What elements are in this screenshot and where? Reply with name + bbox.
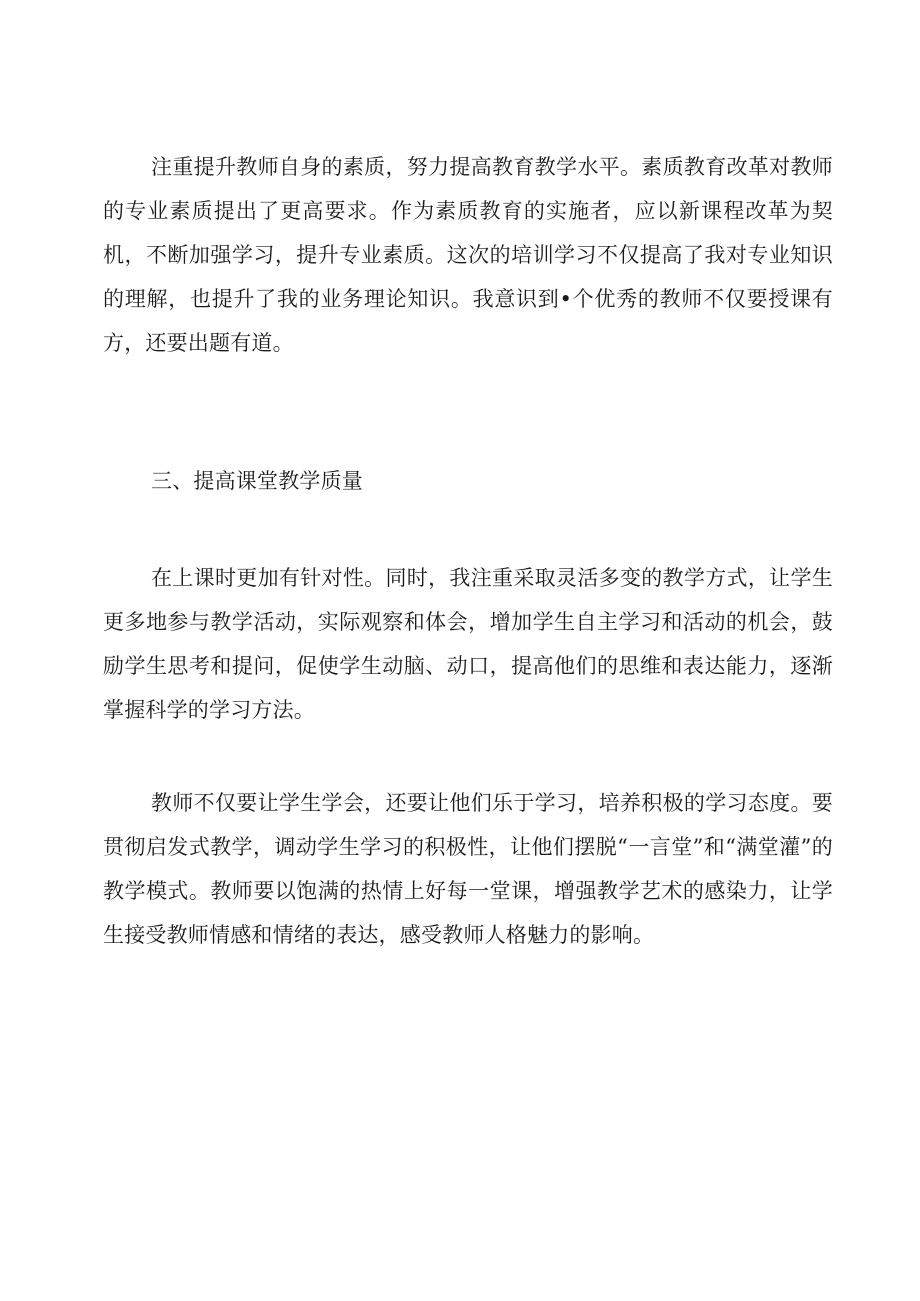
section-heading-classroom-quality: 三、提高课堂教学质量 (151, 469, 363, 493)
paragraph-teaching-methods: 在上课时更加有针对性。同时，我注重采取灵活多变的教学方式，让学生更多地参与教学活动，实际观察和体会，增加学生自主学习和活动的机会，鼓励学生思考和提问，促使学生动脑、动口，提高他们的思维和表达能力，逐渐掌握科学的学习方法。 (103, 566, 833, 722)
paragraph-learning-attitude: 教师不仅要让学生学会，还要让他们乐于学习，培养积极的学习态度。要贯彻启发式教学，调动学生学习的积极性，让他们摆脱“一言堂”和“满堂灌”的教学模式。教师要以饱满的热情上好每一堂课，增强教学艺术的感染力，让学生接受教师情感和情绪的表达，感受教师人格魅力的影响。 (103, 791, 833, 947)
paragraph-teacher-quality: 注重提升教师自身的素质，努力提高教育教学水平。素质教育改革对教师的专业素质提出了更高要求。作为素质教育的实施者，应以新课程改革为契机，不断加强学习，提升专业素质。这次的培训学习不仅提高了我对专业知识的理解，也提升了我的业务理论知识。我意识到•个优秀的教师不仅要授课有方，还要出题有道。 (103, 155, 833, 355)
